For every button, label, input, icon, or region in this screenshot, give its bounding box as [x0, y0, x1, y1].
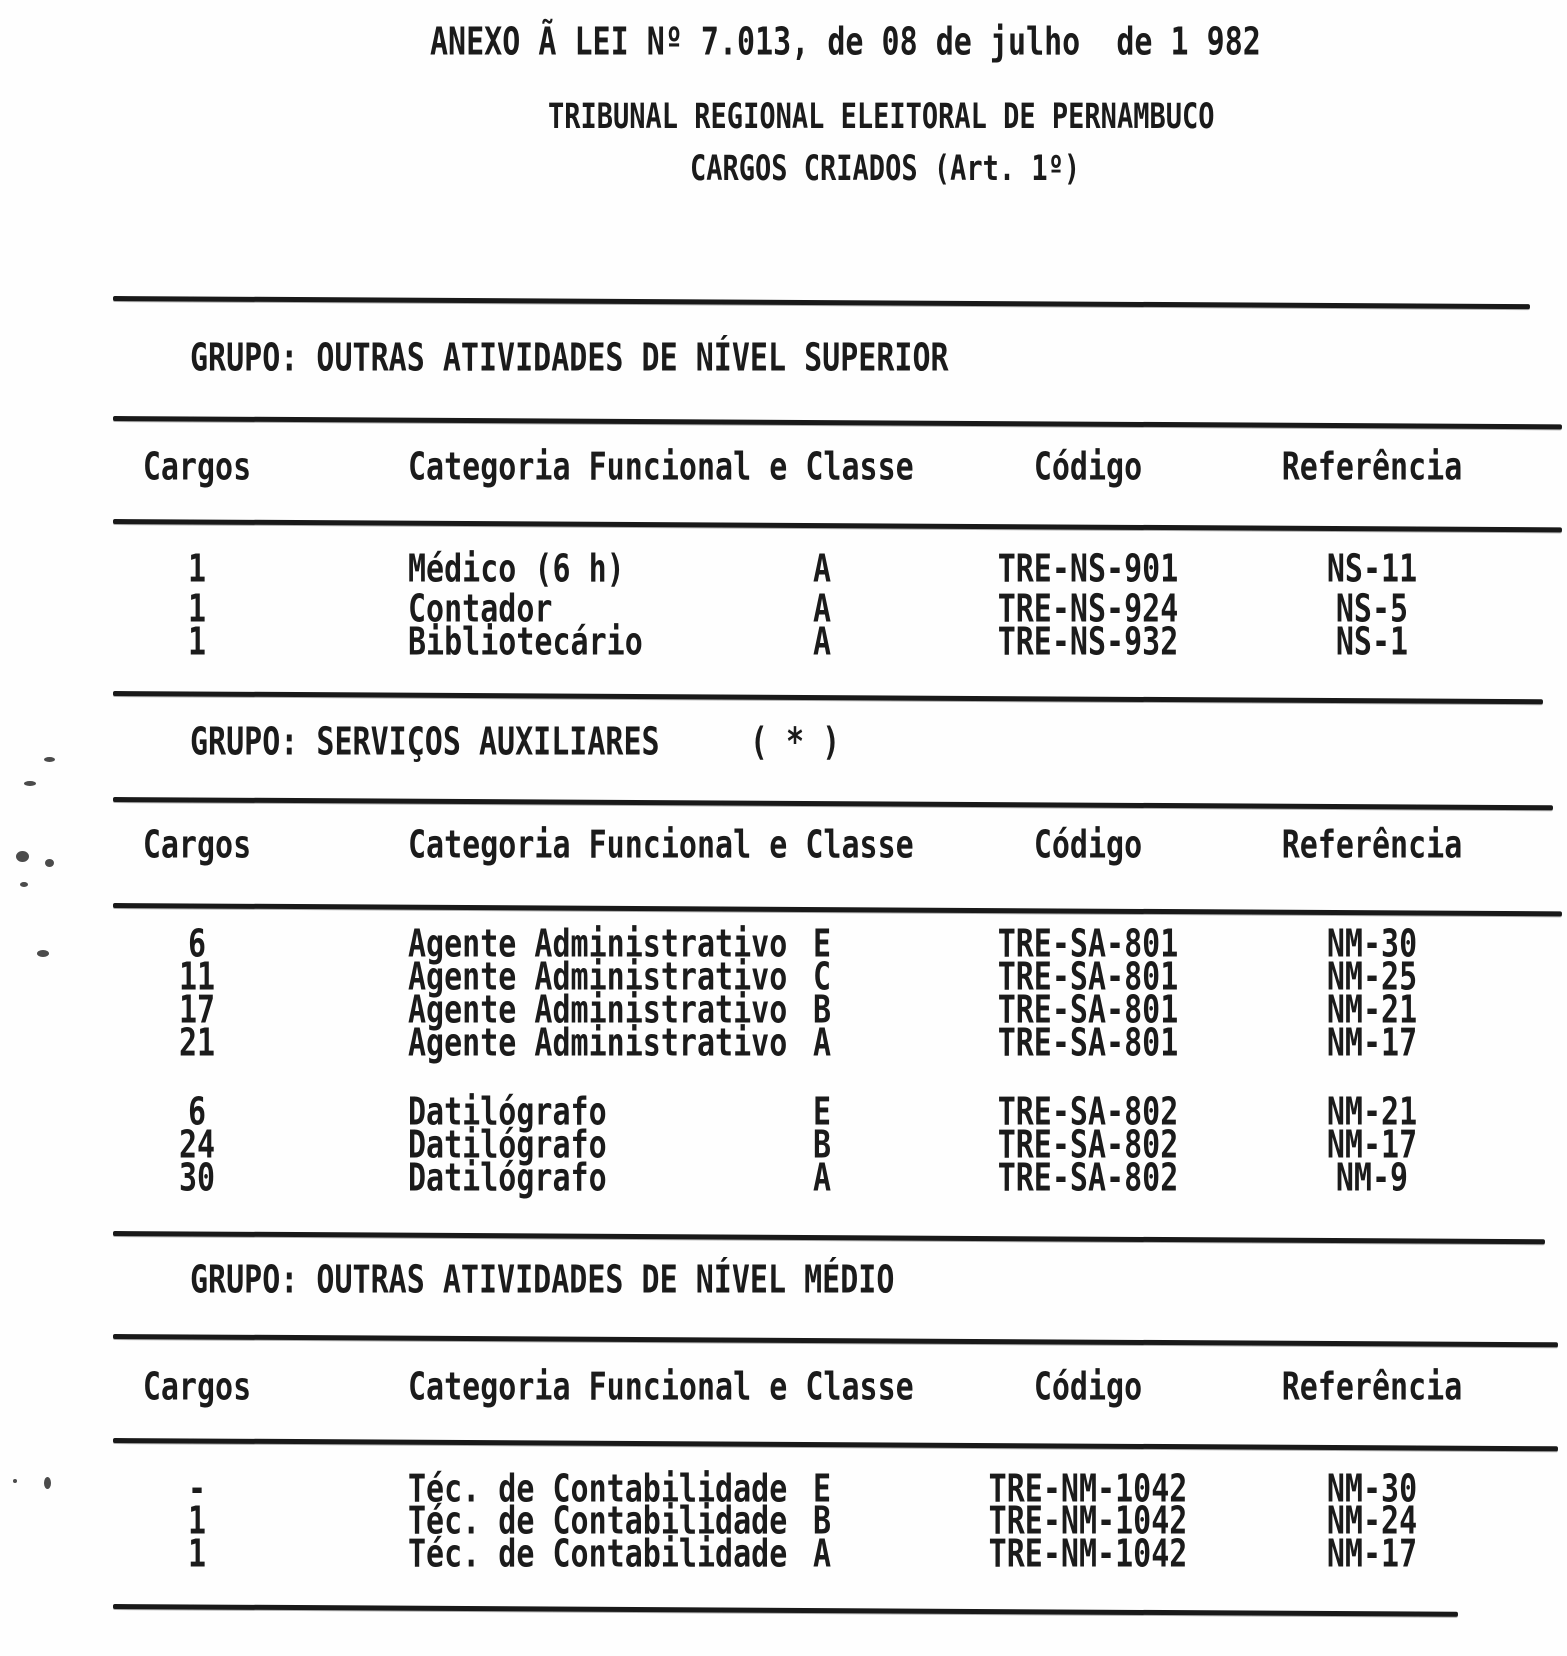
cell-codigo: TRE-NS-924 — [997, 586, 1179, 632]
scan-speckle — [45, 859, 54, 867]
column-header-referencia: Referência — [1281, 444, 1463, 490]
cell-classe: A — [812, 1531, 832, 1577]
cell-classe: A — [812, 619, 832, 665]
cell-cargos: 24 — [178, 1122, 216, 1168]
page-title: ANEXO Ã LEI Nº 7.013, de 08 de julho de 1 982 — [430, 19, 1261, 65]
cell-categoria: Agente Administrativo — [408, 987, 788, 1033]
cell-referencia: NM-17 — [1326, 1531, 1418, 1577]
cell-categoria: Contador — [408, 586, 553, 632]
scan-speckle — [16, 851, 29, 862]
cell-codigo: TRE-SA-802 — [997, 1089, 1179, 1135]
column-header-categoria: Categoria Funcional e Classe — [408, 822, 914, 868]
cell-classe: A — [812, 586, 832, 632]
horizontal-rule — [113, 1334, 1558, 1347]
cell-cargos: - — [187, 1466, 207, 1512]
cell-codigo: TRE-SA-801 — [997, 1020, 1179, 1066]
cell-codigo: TRE-SA-801 — [997, 987, 1179, 1033]
cell-cargos: 30 — [178, 1155, 216, 1201]
cell-categoria: Agente Administrativo — [408, 1020, 788, 1066]
cell-classe: E — [812, 1089, 832, 1135]
cell-codigo: TRE-NS-901 — [997, 546, 1179, 592]
cell-cargos: 1 — [187, 546, 207, 592]
cell-referencia: NS-11 — [1326, 546, 1418, 592]
cell-cargos: 17 — [178, 987, 216, 1033]
column-header-referencia: Referência — [1281, 822, 1463, 868]
cell-categoria: Agente Administrativo — [408, 921, 788, 967]
cell-codigo: TRE-NM-1042 — [988, 1498, 1188, 1544]
horizontal-rule — [113, 519, 1562, 532]
cell-classe: B — [812, 1122, 832, 1168]
cell-categoria: Datilógrafo — [408, 1155, 607, 1201]
cell-cargos: 1 — [187, 619, 207, 665]
document-subtitle: CARGOS CRIADOS (Art. 1º) — [690, 149, 1081, 190]
cell-codigo: TRE-NM-1042 — [988, 1531, 1188, 1577]
column-header-cargos: Cargos — [142, 444, 252, 490]
cell-categoria: Agente Administrativo — [408, 954, 788, 1000]
cell-referencia: NM-17 — [1326, 1020, 1418, 1066]
group-heading: GRUPO: OUTRAS ATIVIDADES DE NÍVEL MÉDIO — [190, 1257, 895, 1303]
group-heading: GRUPO: OUTRAS ATIVIDADES DE NÍVEL SUPERIOR — [190, 335, 949, 381]
cell-codigo: TRE-SA-802 — [997, 1122, 1179, 1168]
cell-categoria: Datilógrafo — [408, 1122, 607, 1168]
column-header-categoria: Categoria Funcional e Classe — [408, 444, 914, 490]
column-header-cargos: Cargos — [142, 822, 252, 868]
column-header-cargos: Cargos — [142, 1364, 252, 1410]
cell-referencia: NM-21 — [1326, 987, 1418, 1033]
horizontal-rule — [113, 691, 1543, 704]
cell-referencia: NM-24 — [1326, 1498, 1418, 1544]
horizontal-rule — [113, 1604, 1458, 1617]
cell-codigo: TRE-NS-932 — [997, 619, 1179, 665]
scan-speckle — [24, 781, 36, 786]
column-header-referencia: Referência — [1281, 1364, 1463, 1410]
cell-categoria: Téc. de Contabilidade — [408, 1466, 788, 1512]
cell-cargos: 11 — [178, 954, 216, 1000]
column-header-codigo: Código — [1033, 1364, 1143, 1410]
cell-cargos: 1 — [187, 586, 207, 632]
cell-cargos: 1 — [187, 1498, 207, 1544]
scan-speckle — [44, 1477, 51, 1489]
cell-codigo: TRE-SA-802 — [997, 1155, 1179, 1201]
horizontal-rule — [113, 903, 1562, 916]
column-header-codigo: Código — [1033, 822, 1143, 868]
scan-speckle — [44, 757, 55, 762]
cell-classe: B — [812, 987, 832, 1033]
cell-referencia: NS-1 — [1335, 619, 1409, 665]
cell-classe: E — [812, 921, 832, 967]
group-heading: GRUPO: SERVIÇOS AUXILIARES ( * ) — [190, 719, 841, 765]
scan-speckle — [20, 882, 28, 887]
cell-codigo: TRE-SA-801 — [997, 921, 1179, 967]
horizontal-rule — [113, 296, 1530, 309]
cell-classe: C — [812, 954, 832, 1000]
cell-cargos: 1 — [187, 1531, 207, 1577]
cell-referencia: NM-25 — [1326, 954, 1418, 1000]
cell-classe: B — [812, 1498, 832, 1544]
scan-speckle — [13, 1479, 17, 1483]
cell-categoria: Médico (6 h) — [408, 546, 625, 592]
cell-cargos: 6 — [187, 921, 207, 967]
cell-categoria: Datilógrafo — [408, 1089, 607, 1135]
cell-cargos: 21 — [178, 1020, 216, 1066]
horizontal-rule — [113, 1438, 1558, 1451]
cell-classe: A — [812, 1020, 832, 1066]
horizontal-rule — [113, 797, 1553, 810]
cell-referencia: NM-30 — [1326, 921, 1418, 967]
cell-referencia: NM-17 — [1326, 1122, 1418, 1168]
horizontal-rule — [113, 416, 1562, 429]
column-header-codigo: Código — [1033, 444, 1143, 490]
cell-classe: A — [812, 546, 832, 592]
institution-title: TRIBUNAL REGIONAL ELEITORAL DE PERNAMBUCO — [548, 97, 1215, 138]
cell-categoria: Téc. de Contabilidade — [408, 1531, 788, 1577]
horizontal-rule — [113, 1231, 1545, 1244]
cell-categoria: Bibliotecário — [408, 619, 643, 665]
cell-codigo: TRE-SA-801 — [997, 954, 1179, 1000]
cell-categoria: Téc. de Contabilidade — [408, 1498, 788, 1544]
cell-classe: E — [812, 1466, 832, 1512]
cell-referencia: NM-30 — [1326, 1466, 1418, 1512]
cell-referencia: NM-9 — [1335, 1155, 1409, 1201]
cell-classe: A — [812, 1155, 832, 1201]
cell-referencia: NM-21 — [1326, 1089, 1418, 1135]
scan-speckle — [37, 950, 49, 957]
cell-referencia: NS-5 — [1335, 586, 1409, 632]
column-header-categoria: Categoria Funcional e Classe — [408, 1364, 914, 1410]
cell-cargos: 6 — [187, 1089, 207, 1135]
cell-codigo: TRE-NM-1042 — [988, 1466, 1188, 1512]
